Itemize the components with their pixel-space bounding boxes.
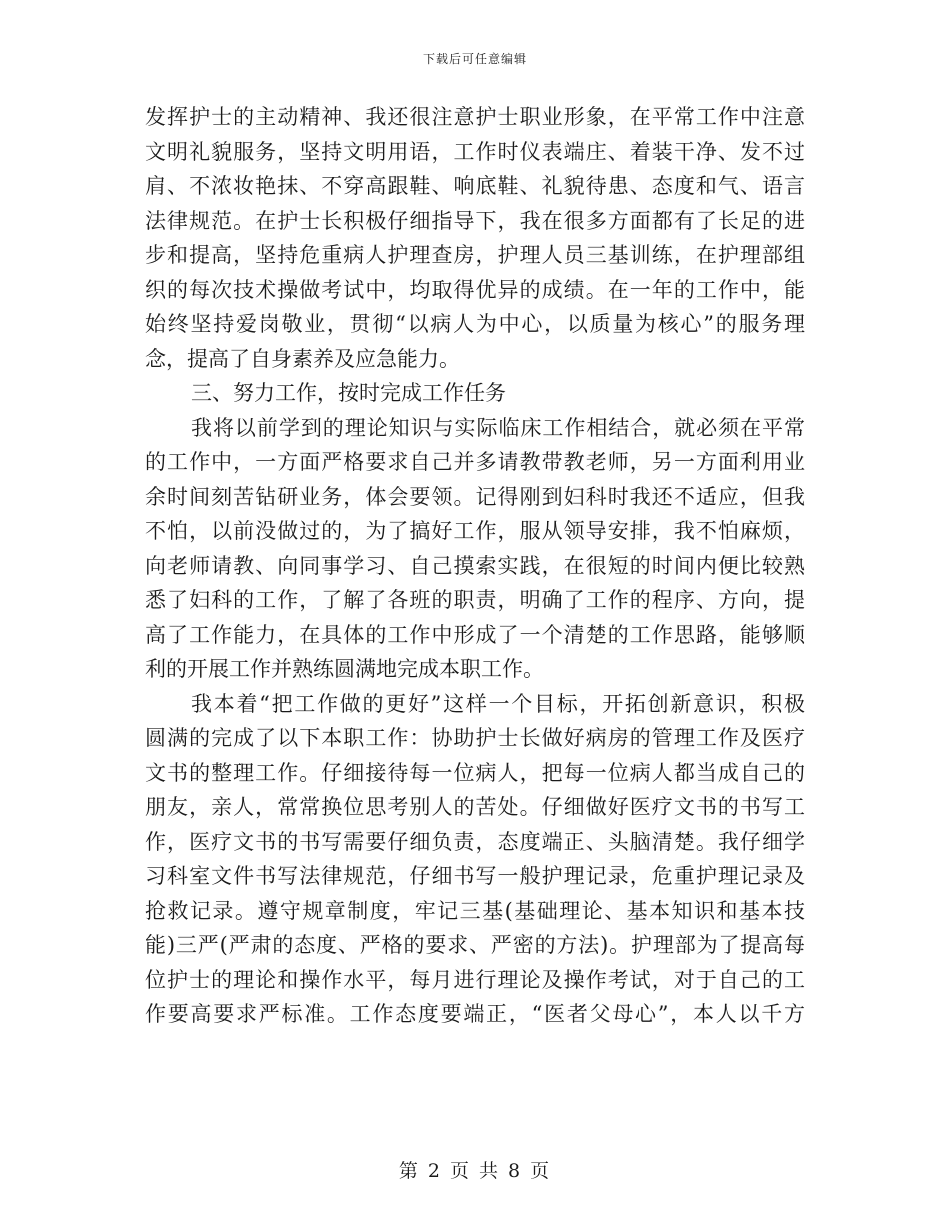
text-line: 余时间刻苦钻研业务，体会要领。记得刚到妇科时我还不适应，但我: [145, 484, 805, 509]
document-body: [145, 100, 805, 1032]
text-line: 步和提高，坚持危重病人护理查房，护理人员三基训练，在护理部组: [145, 243, 805, 267]
text-line: 的工作中，一方面严格要求自己并多请教带教老师，另一方面利用业: [145, 450, 805, 474]
text-line: 织的每次技术操做考试中，均取得优异的成绩。在一年的工作中，能: [145, 277, 805, 302]
text-line: 悉了妇科的工作，了解了各班的职责，明确了工作的程序、方向，提: [145, 588, 805, 612]
text-line: 作，医疗文书的书写需要仔细负责，态度端正、头脑清楚。我仔细学: [145, 829, 805, 854]
section-heading: 三、努力工作，按时完成工作任务: [191, 381, 506, 405]
page-number-footer: 第 2 页 共 8 页: [398, 1160, 552, 1182]
text-line: 位护士的理论和操作水平，每月进行理论及操作考试，对于自己的工: [145, 967, 805, 992]
text-line: 发挥护士的主动精神、我还很注意护士职业形象，在平常工作中注意: [145, 105, 805, 129]
page-header: 下载后可任意编辑: [422, 52, 527, 66]
text-line: 文书的整理工作。仔细接待每一位病人，把每一位病人都当成自己的: [145, 760, 805, 785]
text-line: 我将以前学到的理论知识与实际临床工作相结合，就必须在平常: [191, 415, 805, 440]
text-line: 文明礼貌服务，坚持文明用语，工作时仪表端庄、着装干净、发不过: [145, 139, 805, 164]
text-line: 能)三严(严肃的态度、严格的要求、严密的方法)。护理部为了提高每: [145, 933, 805, 957]
text-line: 念，提高了自身素养及应急能力。: [145, 346, 460, 371]
text-line: 利的开展工作并熟练圆满地完成本职工作。: [145, 657, 544, 681]
text-line: 不怕，以前没做过的，为了搞好工作，服从领导安排，我不怕麻烦，: [145, 519, 805, 543]
text-line: 圆满的完成了以下本职工作：协助护士长做好病房的管理工作及医疗: [145, 726, 805, 750]
text-line: 高了工作能力，在具体的工作中形成了一个清楚的工作思路，能够顺: [145, 622, 805, 647]
text-line: 我本着“把工作做的更好”这样一个目标，开拓创新意识，积极: [191, 691, 805, 716]
text-line: 作要高要求严标准。工作态度要端正，“医者父母心”，本人以千方: [145, 1002, 805, 1026]
text-line: 抢救记录。遵守规章制度，牢记三基(基础理论、基本知识和基本技: [145, 898, 805, 923]
text-line: 始终坚持爱岗敬业，贯彻“以病人为中心，以质量为核心”的服务理: [145, 312, 805, 336]
text-line: 朋友，亲人，常常换位思考别人的苦处。仔细做好医疗文书的书写工: [145, 795, 805, 819]
text-line: 向老师请教、向同事学习、自己摸索实践，在很短的时间内便比较熟: [145, 553, 805, 578]
text-line: 法律规范。在护士长积极仔细指导下，我在很多方面都有了长足的进: [145, 208, 805, 233]
text-line: 习科室文件书写法律规范，仔细书写一般护理记录，危重护理记录及: [145, 864, 805, 888]
text-line: 肩、不浓妆艳抹、不穿高跟鞋、响底鞋、礼貌待患、态度和气、语言: [145, 174, 805, 198]
